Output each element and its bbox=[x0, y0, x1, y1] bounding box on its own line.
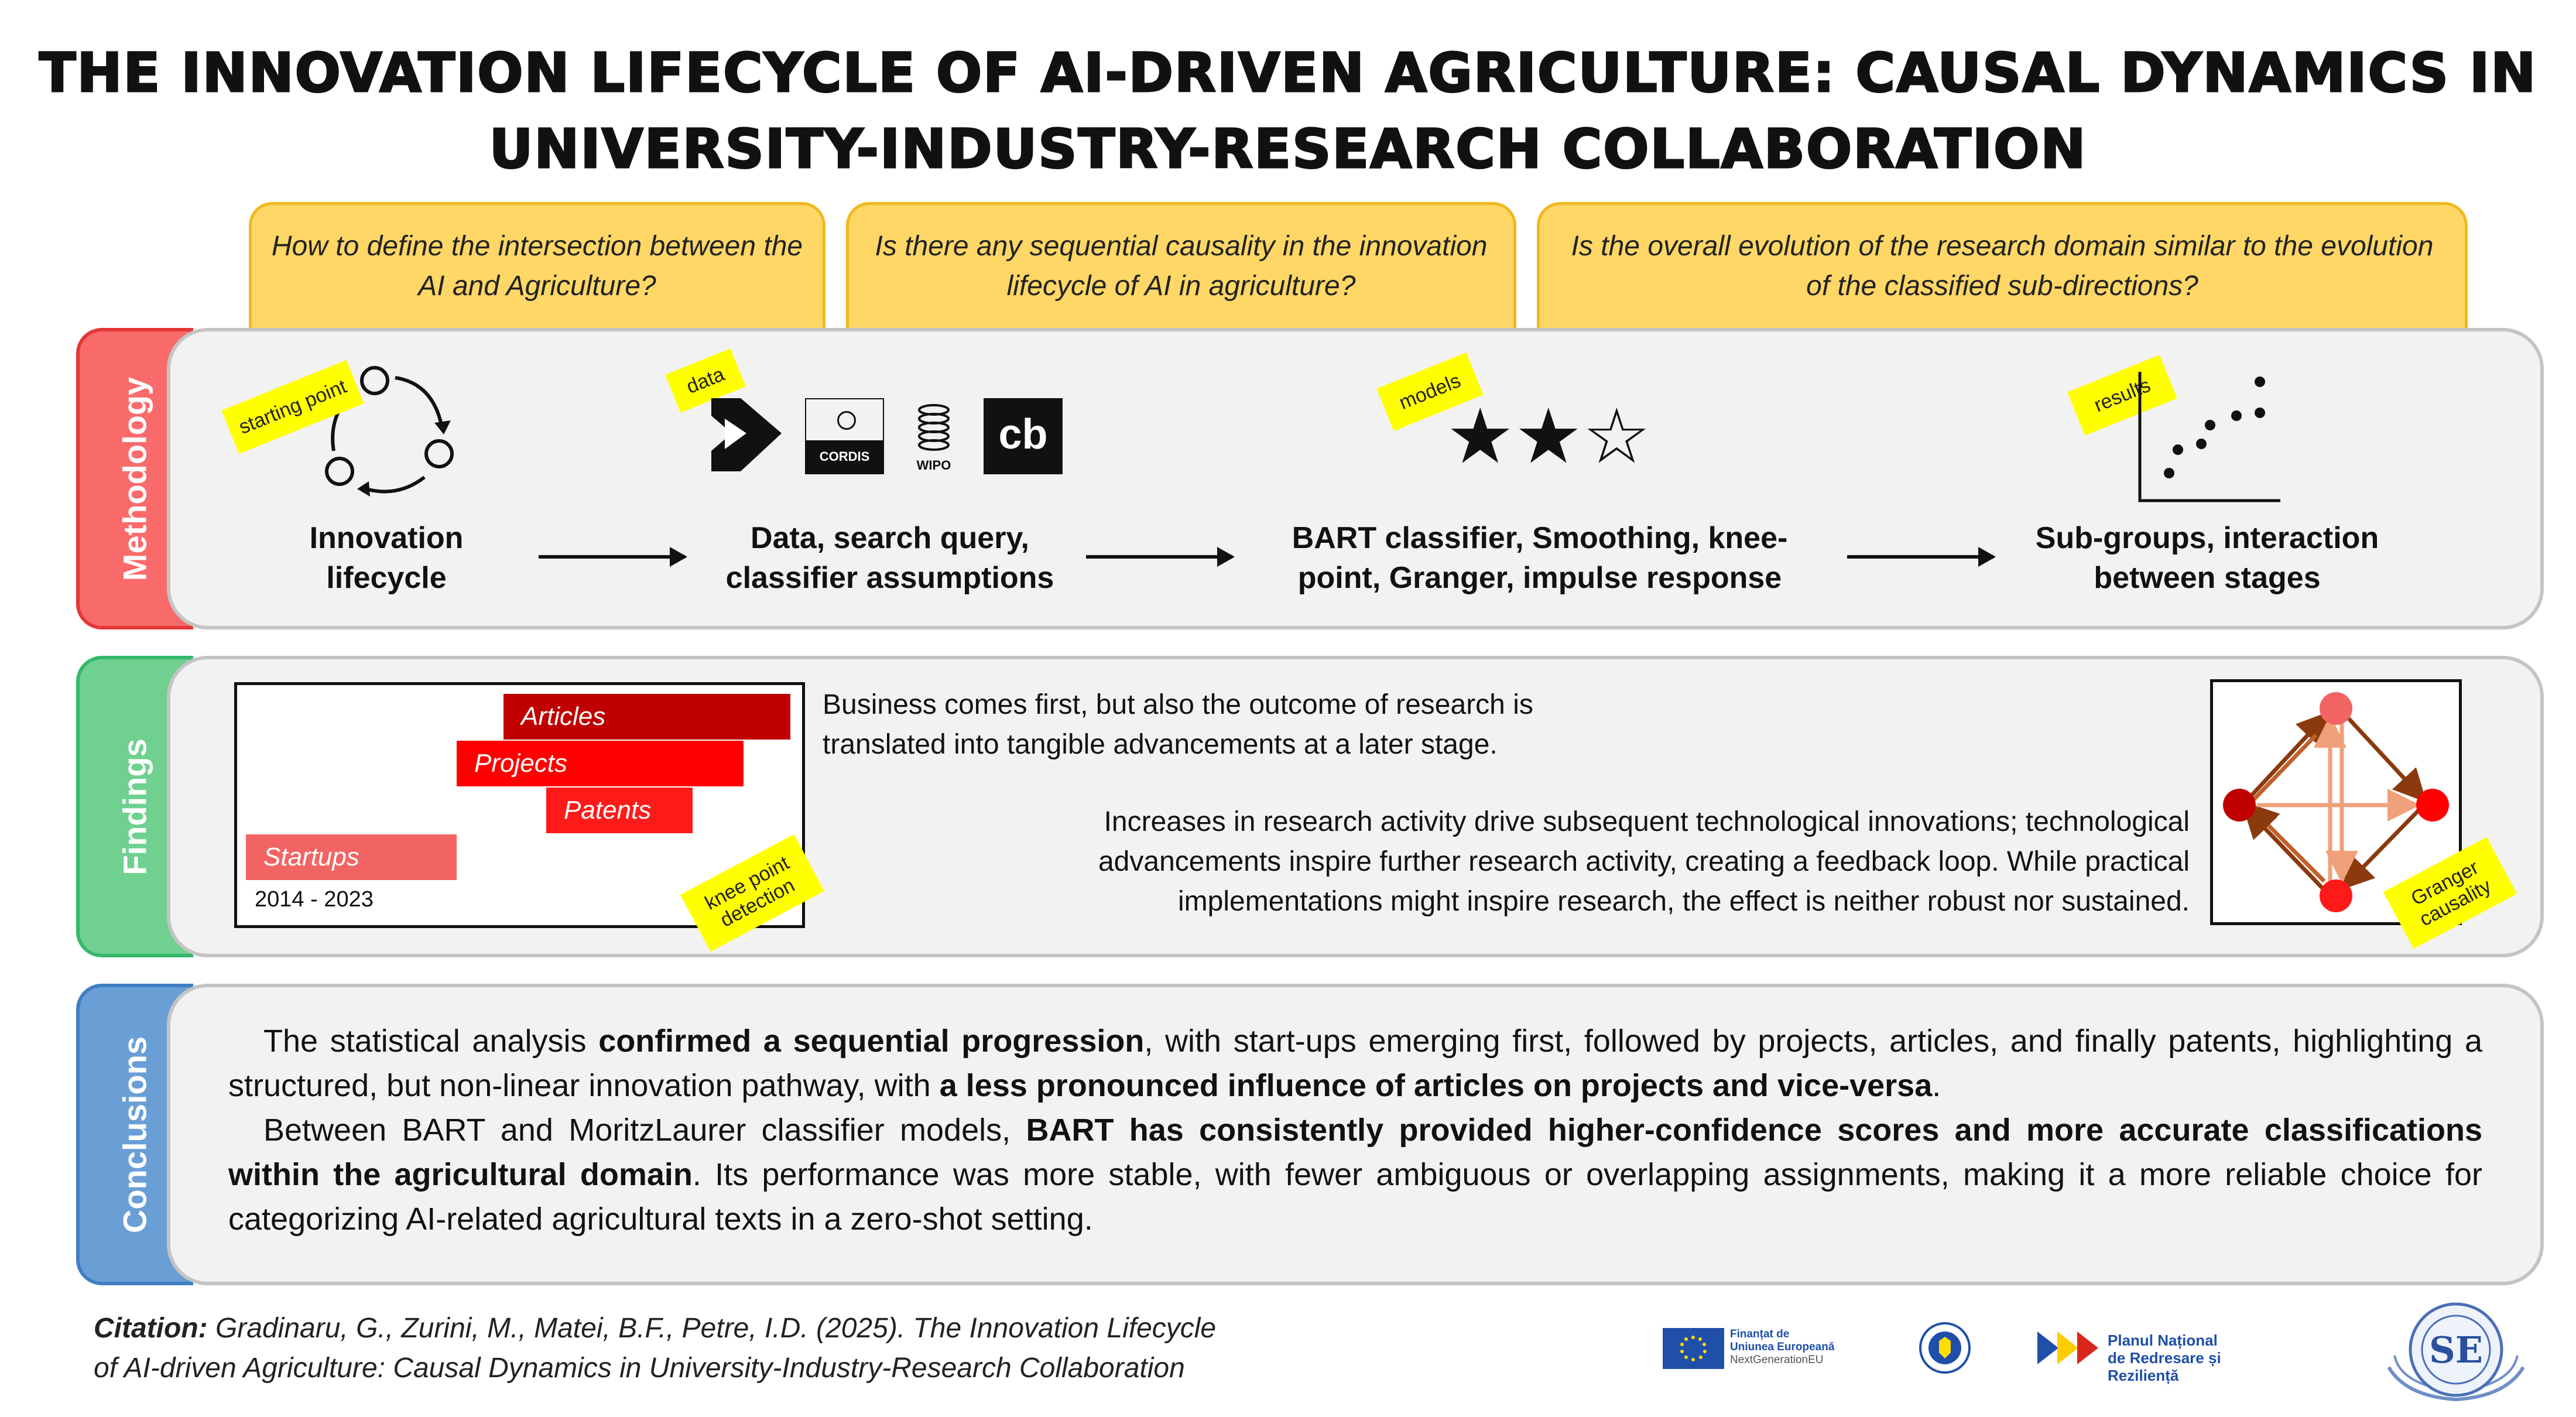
step-2-label: Data, search query, classifier assumptions bbox=[725, 521, 1054, 595]
eu-stars-icon bbox=[837, 411, 856, 430]
svg-text:SE: SE bbox=[2428, 1329, 2483, 1371]
c2-a: Between BART and MoritzLaurer classifier models, bbox=[263, 1113, 1026, 1148]
conclusions-tab-label: Conclusions bbox=[116, 1036, 153, 1233]
cordis-logo-text: CORDIS bbox=[806, 440, 883, 473]
sticky-results-text: results bbox=[2091, 374, 2154, 417]
findings-text-2 bbox=[960, 802, 2190, 922]
findings-text-1 bbox=[823, 685, 1642, 765]
bar-articles bbox=[503, 694, 790, 740]
step-models bbox=[1276, 518, 1803, 598]
romanian-government-seal-icon bbox=[1917, 1320, 1973, 1376]
question-box-2 bbox=[846, 202, 1516, 328]
pnrr-logo bbox=[2037, 1324, 2283, 1384]
citation-label: Citation: bbox=[94, 1313, 208, 1344]
crunchbase-logo bbox=[984, 398, 1063, 474]
title-line-2: UNIVERSITY-INDUSTRY-RESEARCH COLLABORATION bbox=[489, 118, 2087, 180]
university-crest-icon bbox=[2383, 1297, 2529, 1405]
question-box-3 bbox=[1537, 202, 2468, 328]
step-3-label: BART classifier, Smoothing, knee-point, Granger, impulse response bbox=[1292, 521, 1788, 595]
bar-startups-label: Startups bbox=[263, 843, 359, 871]
rating-stars-icon bbox=[1446, 393, 1651, 479]
svg-text:WIPO: WIPO bbox=[916, 458, 951, 473]
c2-b: BART has consistently provided higher-confidence scores and more accurate classifications within the agricultural domain bbox=[228, 1113, 2483, 1192]
c1-d: a less pronounced influence of articles on projects and vice-versa bbox=[939, 1068, 1933, 1103]
wipo-logo-icon bbox=[902, 392, 966, 474]
question-2-text: Is there any sequential causality in the innovation lifecycle of AI in agriculture? bbox=[875, 231, 1488, 302]
methodology-tab-label: Methodology bbox=[116, 377, 153, 581]
bar-startups bbox=[246, 834, 457, 880]
bar-patents-label: Patents bbox=[564, 796, 652, 824]
bar-projects-label: Projects bbox=[474, 749, 567, 778]
bar-projects bbox=[457, 741, 744, 786]
citation-line-2: of AI-driven Agriculture: Causal Dynamics in University-Industry-Research Collaboration bbox=[94, 1353, 1185, 1384]
question-box-1 bbox=[249, 202, 825, 328]
eu-line-2: Uniunea Europeană bbox=[1730, 1341, 1835, 1353]
arrow-3 bbox=[1847, 555, 1993, 559]
sticky-models-text: models bbox=[1396, 369, 1464, 415]
step-4-label: Sub-groups, interaction between stages bbox=[2035, 521, 2379, 595]
step-data bbox=[697, 518, 1083, 598]
c1-b: confirmed a sequential progression bbox=[598, 1024, 1145, 1059]
sticky-granger-text: Granger causality bbox=[2407, 856, 2495, 931]
step-1-label: Innovation lifecycle bbox=[309, 521, 464, 595]
sticky-starting-point-text: starting point bbox=[235, 375, 350, 439]
pnrr-text bbox=[2108, 1332, 2283, 1384]
findings-text-2-content: Increases in research activity drive subsequent technological innovations; technological advancements inspire further research activity, creating a feedback loop. While practical implementations might inspire research, the effect is neither robust nor sustained. bbox=[1098, 806, 2190, 917]
eu-funding-logo bbox=[1663, 1324, 1873, 1370]
conclusion-paragraph-2 bbox=[228, 1108, 2482, 1241]
eu-line-3: NextGenerationEU bbox=[1730, 1354, 1824, 1366]
eu-flag-stars-icon bbox=[1663, 1328, 1724, 1369]
sticky-data-text: data bbox=[683, 362, 728, 399]
question-1-text: How to define the intersection between the AI and Agriculture? bbox=[271, 231, 803, 302]
c1-a: The statistical analysis bbox=[263, 1024, 599, 1059]
arrow-1 bbox=[539, 555, 685, 559]
rating-stars-glyphs: ★★☆ bbox=[1446, 393, 1651, 479]
eu-flag-icon bbox=[1663, 1328, 1724, 1369]
findings-text-1-content: Business comes first, but also the outcome of research is translated into tangible advancements at a later stage. bbox=[823, 689, 1533, 760]
openalex-logo-icon bbox=[708, 395, 785, 474]
step-results bbox=[2014, 518, 2400, 598]
scatter-plot-icon bbox=[2137, 369, 2283, 504]
poster-title bbox=[0, 35, 2576, 187]
pnrr-line-1: Planul Național bbox=[2108, 1332, 2218, 1349]
c1-e: . bbox=[1932, 1068, 1941, 1103]
cordis-logo bbox=[805, 398, 884, 474]
conclusion-paragraph-1 bbox=[228, 1019, 2482, 1108]
sticky-knee-point-text: knee point detection bbox=[701, 851, 799, 932]
period-label: 2014 - 2023 bbox=[255, 887, 374, 912]
crunchbase-logo-text: cb bbox=[998, 411, 1048, 458]
findings-tab-label: Findings bbox=[116, 738, 153, 875]
pnrr-arrows-icon bbox=[2037, 1332, 2102, 1364]
c1-c: , with start-ups emerging first, followed by projects, articles, and finally patents, highlighting a structured, but non-linear innovation pathway, with bbox=[228, 1024, 2482, 1103]
citation-line-1 bbox=[94, 1309, 1216, 1348]
eu-line-1: Finanțat de bbox=[1730, 1328, 1790, 1340]
citation bbox=[94, 1309, 1216, 1388]
pnrr-line-2: de Redresare și Reziliență bbox=[2108, 1349, 2221, 1384]
arrow-2 bbox=[1086, 555, 1232, 559]
bar-articles-label: Articles bbox=[521, 702, 606, 731]
citation-line-1-text: Gradinaru, G., Zurini, M., Matei, B.F., Petre, I.D. (2025). The Innovation Lifecycle bbox=[207, 1313, 1217, 1344]
conclusions-text bbox=[228, 1019, 2482, 1241]
title-line-1: THE INNOVATION LIFECYCLE OF AI-DRIVEN AGRICULTURE: CAUSAL DYNAMICS IN bbox=[39, 42, 2537, 104]
c2-c: . Its performance was more stable, with fewer ambiguous or overlapping assignments, making it a more reliable choice for categorizing AI-related agricultural texts in a zero-shot setting. bbox=[228, 1157, 2482, 1237]
eu-funding-text bbox=[1730, 1328, 1834, 1367]
bar-patents bbox=[546, 788, 693, 833]
question-3-text: Is the overall evolution of the research domain similar to the evolution of the classified sub-directions? bbox=[1571, 231, 2434, 302]
step-innovation-lifecycle bbox=[269, 518, 503, 598]
